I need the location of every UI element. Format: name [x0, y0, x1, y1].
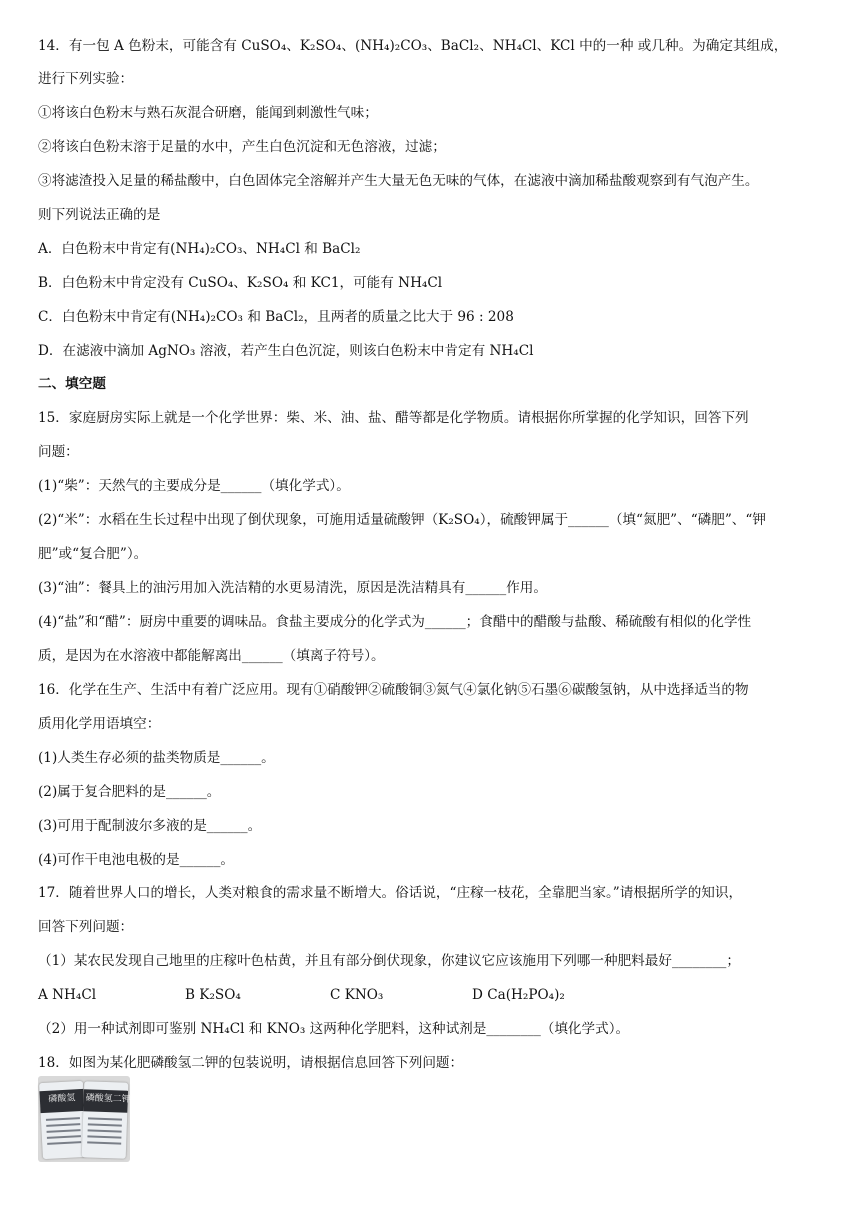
q14-option-a: A．白色粉末中肯定有(NH₄)₂CO₃、NH₄Cl 和 BaCl₂: [38, 241, 361, 257]
q14-prompt: 则下列说法正确的是: [38, 207, 161, 223]
q17-part1: （1）某农民发现自己地里的庄稼叶色枯黄，并且有部分倒伏现象，你建议它应该施用下列哪一种肥料最好________；: [38, 953, 740, 969]
fertilizer-bag-left: [39, 1081, 87, 1159]
q16-line1: 16．化学在生产、生活中有着广泛应用。现有①硝酸钾②硫酸铜③氮气④氯化钠⑤石墨⑥碳酸氢钠，从中选择适当的物: [38, 682, 749, 698]
q15-part2a: (2)“米”：水稻在生长过程中出现了倒伏现象，可施用适量硫酸钾（K₂SO₄），硫酸钾属于______（填“氮肥”、“磷肥”、“钾: [38, 512, 766, 528]
q14-stem-line2: 进行下列实验：: [38, 71, 134, 87]
q15-part4b: 质，是因为在水溶液中都能解离出______（填离子符号）。: [38, 648, 385, 664]
q14-step2: ②将该白色粉末溶于足量的水中，产生白色沉淀和无色溶液，过滤；: [38, 139, 446, 155]
q14-stem-line1: 14．有一包 A 色粉末，可能含有 CuSO₄、K₂SO₄、(NH₄)₂CO₃、BaCl₂、NH₄Cl、KCl 中的一种 或几种。为确定其组成，: [38, 38, 788, 54]
fertilizer-package-image: [38, 1076, 130, 1162]
q15-line1: 15．家庭厨房实际上就是一个化学世界：柴、米、油、盐、醋等都是化学物质。请根据你所掌握的化学知识，回答下列: [38, 410, 749, 426]
q17-part2: （2）用一种试剂即可鉴别 NH₄Cl 和 KNO₃ 这两种化学肥料，这种试剂是________（填化学式）。: [38, 1021, 630, 1037]
q14-step1: ①将该白色粉末与熟石灰混合研磨，能闻到刺激性气味；: [38, 105, 378, 121]
q16-line2: 质用化学用语填空：: [38, 716, 161, 732]
q17-option-c: C KNO₃: [330, 987, 384, 1003]
q14-option-c: C．白色粉末中肯定有(NH₄)₂CO₃ 和 BaCl₂，且两者的质量之比大于 96 : 208: [38, 309, 514, 325]
q16-part2: (2)属于复合肥料的是______。: [38, 784, 221, 800]
q16-part1: (1)人类生存必须的盐类物质是______。: [38, 750, 275, 766]
q15-part1: (1)“柴”：天然气的主要成分是______（填化学式）。: [38, 478, 350, 494]
q15-part3: (3)“油”：餐具上的油污用加入洗洁精的水更易清洗，原因是洗洁精具有______作用。: [38, 580, 547, 596]
q18-line1: 18．如图为某化肥磷酸氢二钾的包装说明，请根据信息回答下列问题：: [38, 1055, 464, 1071]
q16-part4: (4)可作干电池电极的是______。: [38, 852, 234, 868]
q14-step3: ③将滤渣投入足量的稀盐酸中，白色固体完全溶解并产生大量无色无味的气体，在滤液中滴加稀盐酸观察到有气泡产生。: [38, 173, 759, 189]
q17-line2: 回答下列问题：: [38, 919, 134, 935]
section-title-fill-in: 二、填空题: [38, 376, 106, 392]
q16-part3: (3)可用于配制波尔多液的是______。: [38, 818, 262, 834]
q17-option-b: B K₂SO₄: [185, 987, 241, 1003]
q17-option-d: D Ca(H₂PO₄)₂: [472, 987, 565, 1003]
q15-part4a: (4)“盐”和“醋”：厨房中重要的调味品。食盐主要成分的化学式为______；食醋中的醋酸与盐酸、稀硫酸有相似的化学性: [38, 614, 752, 630]
q15-part2b: 肥”或“复合肥”）。: [38, 546, 148, 562]
bag-right-title: 磷酸氢二钾: [85, 1093, 131, 1105]
q15-line2: 问题：: [38, 444, 79, 460]
fertilizer-bag-right: [82, 1081, 129, 1158]
q14-option-b: B．白色粉末中肯定没有 CuSO₄、K₂SO₄ 和 KC1，可能有 NH₄Cl: [38, 275, 443, 291]
q14-option-d: D．在滤液中滴加 AgNO₃ 溶液，若产生白色沉淀，则该白色粉末中肯定有 NH₄Cl: [38, 343, 534, 359]
q17-option-a: A NH₄Cl: [38, 987, 97, 1003]
bag-left-title: 磷酸氢: [48, 1093, 76, 1105]
q17-line1: 17．随着世界人口的增长，人类对粮食的需求量不断增大。俗话说，“庄稼一枝花，全靠肥当家。”请根据所学的知识，: [38, 885, 743, 901]
